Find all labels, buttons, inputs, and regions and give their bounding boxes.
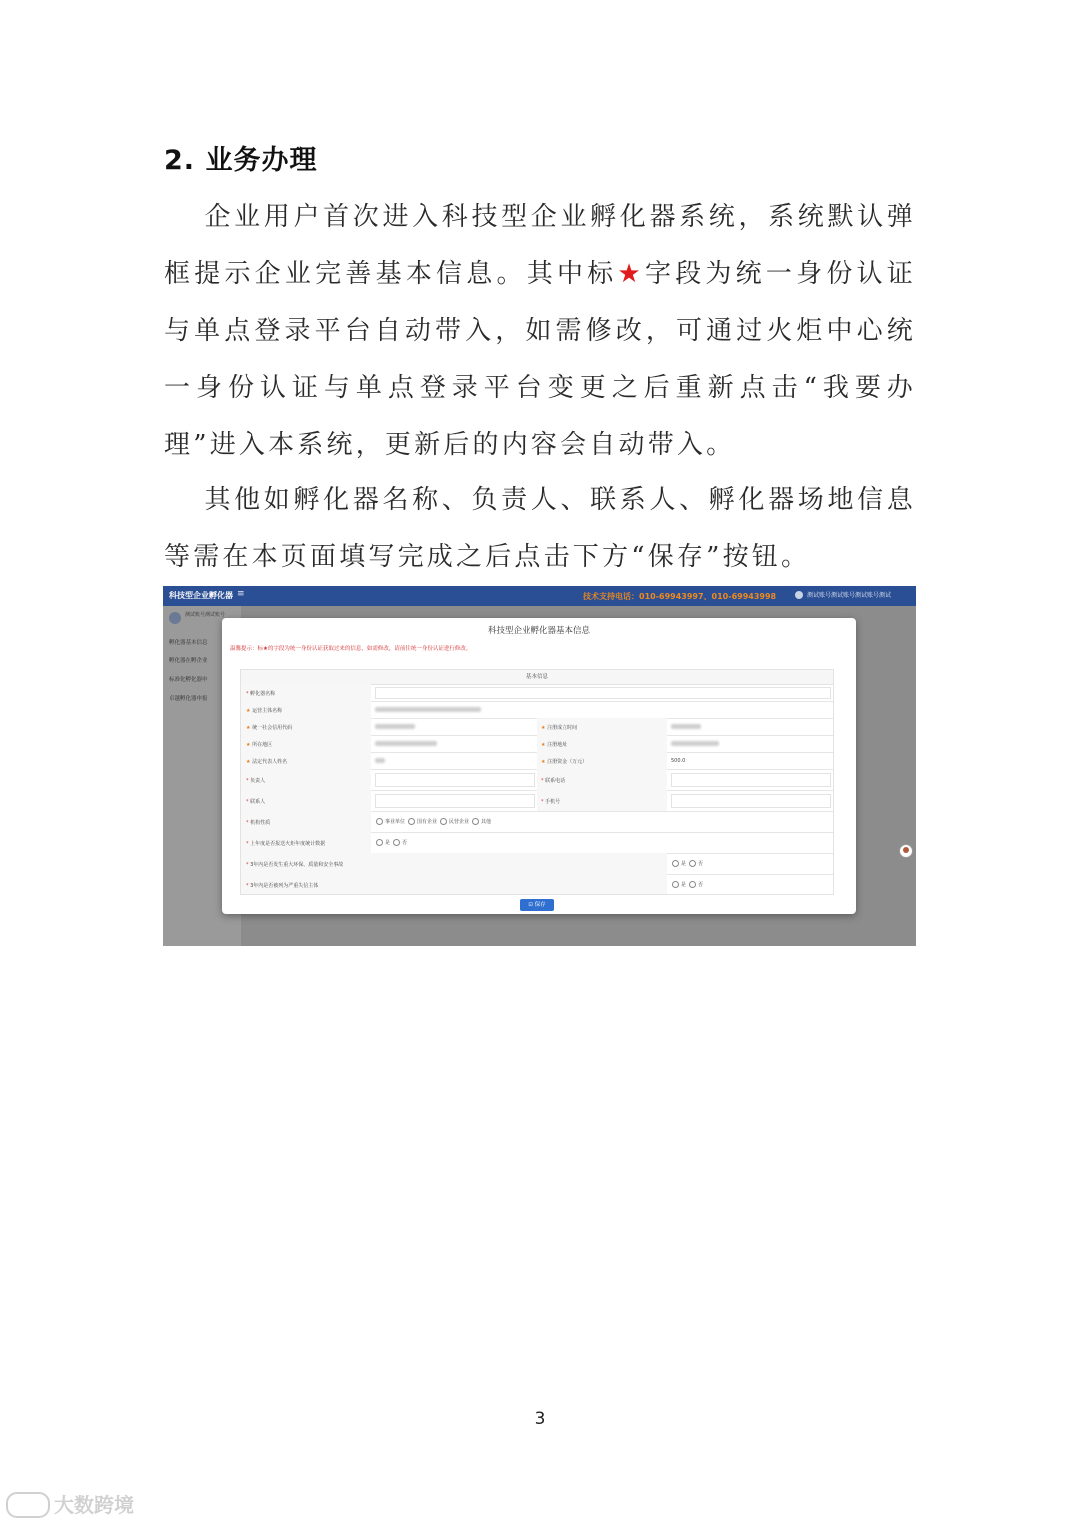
basic-info-modal: [222, 618, 856, 914]
legal-rep-label: 法定代表人姓名: [252, 759, 288, 765]
reg-address-value: [671, 741, 719, 746]
org-type-label: 机构性质: [250, 820, 271, 826]
basic-info-form: 基本信息 * 孵化器名称 ★ 运营主体名称 ★ 统一社会信用代码 ★ 注册成立时间 ★ 所在地区 ★ 注册地址 ★ 法定代表人姓名 ★ 注册资金（万元） 500.0 * 负责人 * 联系电话 * 联系人 * 手机号 * 机构性质 事业单位 国有企业 民营企业 其他 * 上年度是否报送火炬年度统计数据 是 否 * 3年内是否发生重大环保、质量和安全事故 是 否 * 3年内是否被列为严重失信主体 是 否: [240, 669, 834, 895]
save-button[interactable]: [520, 899, 554, 911]
sidebar-user-name: 测试账号测试账号: [185, 612, 226, 618]
modal-tip: 温馨提示：标★的字段为统一身份认证获取过来的信息，如需修改，请前往统一身份认证进行修改。: [230, 646, 472, 652]
submitted-stats-radio[interactable]: [373, 839, 407, 846]
mobile-label: 手机号: [545, 799, 561, 805]
page-number: 3: [534, 1409, 546, 1429]
operator-name-label: 运营主体名称: [252, 708, 283, 714]
watermark-text: 大数跨境: [54, 1493, 134, 1517]
org-type-option-4: 其他: [481, 819, 492, 825]
embedded-screenshot: [163, 586, 916, 946]
section-heading: 2. 业务办理: [164, 145, 318, 176]
person-in-charge-input[interactable]: [375, 773, 535, 787]
section-title: 基本信息: [241, 670, 833, 685]
safety-radio[interactable]: [669, 860, 703, 867]
contact-phone-input[interactable]: [671, 773, 831, 787]
reg-capital-value: 500.0: [671, 758, 686, 764]
user-name[interactable]: 测试账号测试账号测试账号测试: [807, 592, 892, 599]
credit-code-value: [375, 724, 415, 729]
app-brand: 科技型企业孵化器: [169, 591, 233, 600]
org-type-option-3: 民营企业: [449, 819, 470, 825]
save-button-label: 保存: [534, 902, 546, 908]
region-label: 所在地区: [252, 742, 273, 748]
sidebar-item-excellent[interactable]: 卓越孵化器申报: [169, 696, 208, 702]
sidebar-item-basic-info[interactable]: 孵化器基本信息: [169, 640, 208, 646]
mobile-input[interactable]: [671, 794, 831, 808]
menu-icon[interactable]: ≡: [237, 589, 245, 599]
watermark-logo-icon: [6, 1492, 50, 1518]
credit-question-label: 3年内是否被列为严重失信主体: [250, 883, 319, 889]
user-icon[interactable]: [795, 591, 803, 599]
no-label: 否: [698, 882, 704, 888]
reg-date-label: 注册成立时间: [547, 725, 578, 731]
star-icon: ★: [617, 259, 645, 289]
reg-capital-label: 注册资金（万元）: [547, 759, 588, 765]
org-type-option-2: 国有企业: [417, 819, 438, 825]
contact-label: 联系人: [250, 799, 266, 805]
region-value: [375, 741, 437, 746]
credit-code-label: 统一社会信用代码: [252, 725, 293, 731]
no-label: 否: [402, 840, 408, 846]
yes-label: 是: [681, 882, 687, 888]
app-topbar: [163, 586, 916, 606]
org-type-option-1: 事业单位: [385, 819, 406, 825]
incubator-name-input[interactable]: [375, 687, 831, 699]
submitted-stats-label: 上年度是否报送火炬年度统计数据: [250, 841, 326, 847]
legal-rep-value: [375, 758, 385, 763]
operator-name-value: [375, 707, 481, 712]
contact-input[interactable]: [375, 794, 535, 808]
safety-question-label: 3年内是否发生重大环保、质量和安全事故: [250, 862, 344, 868]
paragraph-2-text: 其他如孵化器名称、负责人、联系人、孵化器场地信息等需在本页面填写完成之后点击下方“保存”按钮。: [164, 485, 916, 572]
save-icon: ⊡: [528, 902, 535, 908]
no-label: 否: [698, 861, 704, 867]
reg-address-label: 注册地址: [547, 742, 568, 748]
contact-phone-label: 联系电话: [545, 778, 566, 784]
sidebar-item-standard[interactable]: 标准化孵化器申: [169, 677, 208, 683]
paragraph-1-text-b: 字段为统一身份认证与单点登录平台自动带入，如需修改，可通过火炬中心统一身份认证与单点登录平台变更之后重新点击“我要办理”进入本系统，更新后的内容会自动带入。: [164, 259, 916, 460]
modal-title: 科技型企业孵化器基本信息: [487, 626, 590, 636]
support-hotline: 技术支持电话：010-69943997、010-69943998: [583, 592, 777, 601]
org-type-radio-group[interactable]: [373, 818, 491, 825]
paragraph-1: [164, 189, 916, 474]
reg-date-value: [671, 724, 701, 729]
incubator-name-label: 孵化器名称: [250, 691, 276, 697]
paragraph-2: [164, 472, 916, 586]
person-in-charge-label: 负责人: [250, 778, 266, 784]
yes-label: 是: [385, 840, 391, 846]
sidebar-item-enterprises[interactable]: 孵化器在孵企业: [169, 658, 208, 664]
floating-avatar-icon[interactable]: [899, 844, 913, 858]
yes-label: 是: [681, 861, 687, 867]
credit-radio[interactable]: [669, 881, 703, 888]
paragraph-1-text-a: 企业用户首次进入科技型企业孵化器系统，系统默认弹框提示企业完善基本信息。其中标: [164, 202, 916, 289]
avatar: [169, 612, 181, 624]
